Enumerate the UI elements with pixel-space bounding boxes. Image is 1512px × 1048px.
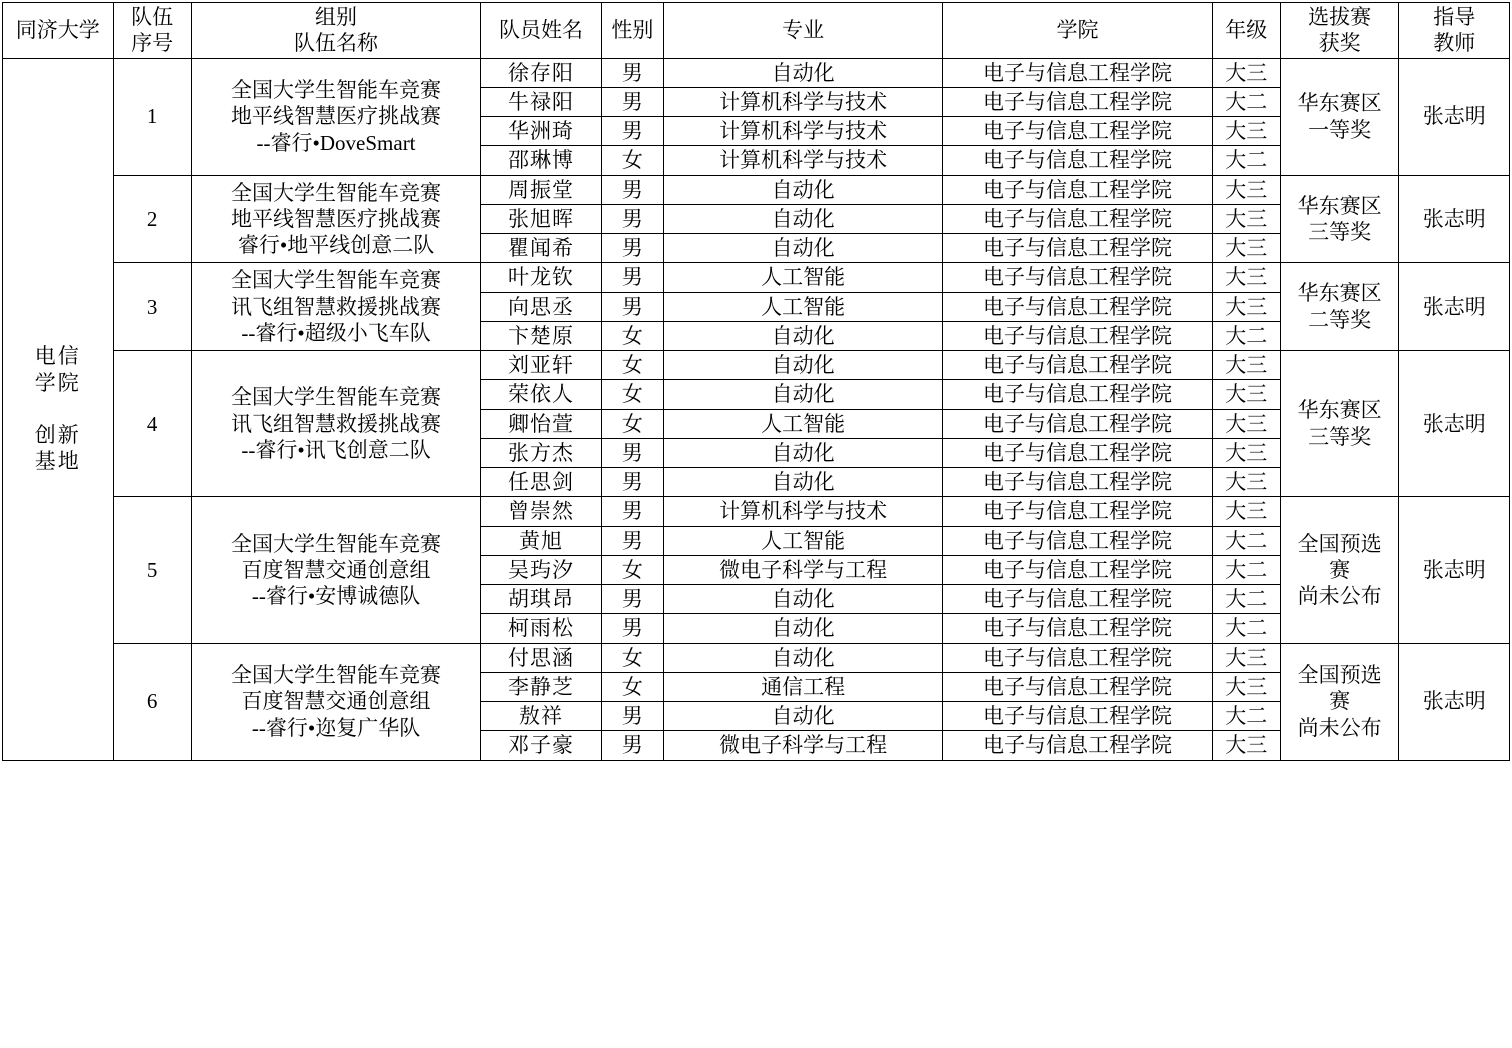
member-gender-cell: 男 [601, 263, 663, 292]
member-major-cell: 计算机科学与技术 [664, 87, 943, 116]
member-name-cell: 向思丞 [481, 292, 602, 321]
award-cell [1280, 58, 1399, 175]
member-major-cell: 自动化 [664, 585, 943, 614]
table-row [3, 497, 1510, 526]
award-line: 三等奖 [1308, 219, 1372, 244]
member-grade-cell: 大二 [1212, 321, 1280, 350]
header-gender: 性别 [601, 3, 663, 59]
member-gender-cell: 男 [601, 585, 663, 614]
member-grade-cell: 大三 [1212, 351, 1280, 380]
header-seq [113, 3, 191, 59]
member-college-cell: 电子与信息工程学院 [943, 614, 1212, 643]
member-gender-cell: 女 [601, 351, 663, 380]
team-seq-cell: 4 [113, 351, 191, 497]
member-college-cell: 电子与信息工程学院 [943, 702, 1212, 731]
member-college-cell: 电子与信息工程学院 [943, 58, 1212, 87]
header-award-line1: 选拔赛 [1308, 5, 1372, 29]
member-college-cell: 电子与信息工程学院 [943, 263, 1212, 292]
member-major-cell: 通信工程 [664, 672, 943, 701]
team-name-line: 睿行•地平线创意二队 [237, 233, 435, 257]
member-grade-cell: 大三 [1212, 204, 1280, 233]
member-gender-cell: 男 [601, 702, 663, 731]
member-grade-cell: 大三 [1212, 497, 1280, 526]
member-major-cell: 自动化 [664, 204, 943, 233]
member-grade-cell: 大三 [1212, 380, 1280, 409]
member-gender-cell: 男 [601, 468, 663, 497]
team-name-line: --睿行•安博诚德队 [251, 584, 421, 608]
member-major-cell: 自动化 [664, 175, 943, 204]
team-name-cell [191, 263, 480, 351]
organization-line: 基地 [34, 449, 81, 474]
member-college-cell: 电子与信息工程学院 [943, 204, 1212, 233]
team-name-line: 全国大学生智能车竞赛 [231, 385, 442, 410]
member-grade-cell: 大三 [1212, 58, 1280, 87]
member-grade-cell: 大二 [1212, 702, 1280, 731]
member-grade-cell: 大三 [1212, 731, 1280, 760]
team-name-cell [191, 175, 480, 263]
team-name-line: --睿行•讯飞创意二队 [241, 437, 431, 462]
header-major: 专业 [664, 3, 943, 59]
award-cell [1280, 643, 1399, 760]
team-name-cell [191, 351, 480, 497]
header-organization: 同济大学 [3, 3, 114, 59]
member-college-cell: 电子与信息工程学院 [943, 731, 1212, 760]
table-row [3, 351, 1510, 380]
member-college-cell: 电子与信息工程学院 [943, 87, 1212, 116]
member-college-cell: 电子与信息工程学院 [943, 468, 1212, 497]
header-teacher [1399, 3, 1510, 59]
member-name-cell: 牛禄阳 [481, 87, 602, 116]
team-name-cell [191, 497, 480, 643]
award-line: 尚未公布 [1297, 715, 1382, 740]
member-grade-cell: 大二 [1212, 146, 1280, 175]
member-name-cell: 华洲琦 [481, 117, 602, 146]
member-grade-cell: 大二 [1212, 555, 1280, 584]
member-grade-cell: 大三 [1212, 468, 1280, 497]
member-college-cell: 电子与信息工程学院 [943, 555, 1212, 584]
member-grade-cell: 大三 [1212, 117, 1280, 146]
award-line: 赛 [1329, 689, 1351, 714]
table-header [3, 3, 1510, 59]
member-gender-cell: 女 [601, 672, 663, 701]
organization-spacer [5, 396, 111, 422]
team-name-line: 百度智慧交通创意组 [241, 557, 431, 582]
teacher-cell: 张志明 [1399, 497, 1510, 643]
member-grade-cell: 大二 [1212, 585, 1280, 614]
member-name-cell: 张旭晖 [481, 204, 602, 233]
header-team-line2: 队伍名称 [294, 31, 379, 56]
header-seq-line1: 队伍 [131, 5, 174, 29]
member-grade-cell: 大三 [1212, 438, 1280, 467]
member-grade-cell: 大三 [1212, 175, 1280, 204]
table-row [3, 58, 1510, 87]
table-row [3, 263, 1510, 292]
team-name-line: 地平线智慧医疗挑战赛 [231, 206, 442, 231]
member-grade-cell: 大三 [1212, 672, 1280, 701]
member-name-cell: 柯雨松 [481, 614, 602, 643]
member-name-cell: 李静芝 [481, 672, 602, 701]
member-name-cell: 卿怡萱 [481, 409, 602, 438]
award-line: 华东赛区 [1297, 193, 1382, 218]
member-name-cell: 邵琳博 [481, 146, 602, 175]
organization-cell [3, 58, 114, 760]
header-team-line1: 组别 [315, 5, 358, 29]
member-gender-cell: 女 [601, 321, 663, 350]
member-name-cell: 卞楚原 [481, 321, 602, 350]
member-gender-cell: 男 [601, 117, 663, 146]
member-grade-cell: 大二 [1212, 87, 1280, 116]
team-seq-cell: 1 [113, 58, 191, 175]
header-college: 学院 [943, 3, 1212, 59]
member-gender-cell: 男 [601, 614, 663, 643]
member-grade-cell: 大三 [1212, 643, 1280, 672]
member-grade-cell: 大三 [1212, 292, 1280, 321]
header-teacher-line2: 教师 [1433, 31, 1476, 56]
award-cell [1280, 175, 1399, 263]
organization-line: 电信 [34, 344, 81, 369]
member-name-cell: 荣依人 [481, 380, 602, 409]
award-line: 二等奖 [1308, 307, 1372, 332]
member-college-cell: 电子与信息工程学院 [943, 409, 1212, 438]
member-gender-cell: 男 [601, 87, 663, 116]
team-name-line: 全国大学生智能车竞赛 [231, 180, 442, 205]
table-body [3, 58, 1510, 760]
member-grade-cell: 大二 [1212, 614, 1280, 643]
team-seq-cell: 5 [113, 497, 191, 643]
member-major-cell: 人工智能 [664, 409, 943, 438]
member-college-cell: 电子与信息工程学院 [943, 438, 1212, 467]
team-roster-table [2, 2, 1510, 761]
award-line: 华东赛区 [1297, 398, 1382, 423]
member-college-cell: 电子与信息工程学院 [943, 175, 1212, 204]
member-major-cell: 自动化 [664, 234, 943, 263]
award-cell [1280, 351, 1399, 497]
member-name-cell: 曾崇然 [481, 497, 602, 526]
award-line: 华东赛区 [1297, 281, 1382, 306]
member-name-cell: 张方杰 [481, 438, 602, 467]
member-major-cell: 自动化 [664, 58, 943, 87]
teacher-cell: 张志明 [1399, 643, 1510, 760]
member-major-cell: 计算机科学与技术 [664, 497, 943, 526]
member-college-cell: 电子与信息工程学院 [943, 234, 1212, 263]
member-college-cell: 电子与信息工程学院 [943, 585, 1212, 614]
award-line: 尚未公布 [1297, 584, 1382, 608]
member-name-cell: 邓子豪 [481, 731, 602, 760]
member-name-cell: 吴玙汐 [481, 555, 602, 584]
member-name-cell: 刘亚轩 [481, 351, 602, 380]
member-name-cell: 叶龙钦 [481, 263, 602, 292]
team-name-line: --睿行•DoveSmart [256, 130, 416, 155]
teacher-cell: 张志明 [1399, 263, 1510, 351]
organization-line: 创新 [34, 423, 81, 448]
header-member-name: 队员姓名 [481, 3, 602, 59]
team-name-line: 全国大学生智能车竞赛 [231, 78, 442, 103]
member-gender-cell: 女 [601, 555, 663, 584]
member-gender-cell: 女 [601, 380, 663, 409]
teacher-cell: 张志明 [1399, 351, 1510, 497]
team-name-line: 全国大学生智能车竞赛 [231, 268, 442, 293]
member-name-cell: 瞿闻希 [481, 234, 602, 263]
member-gender-cell: 男 [601, 438, 663, 467]
member-gender-cell: 男 [601, 292, 663, 321]
member-college-cell: 电子与信息工程学院 [943, 526, 1212, 555]
table-row [3, 643, 1510, 672]
teacher-cell: 张志明 [1399, 175, 1510, 263]
member-college-cell: 电子与信息工程学院 [943, 117, 1212, 146]
header-award [1280, 3, 1399, 59]
team-seq-cell: 2 [113, 175, 191, 263]
member-name-cell: 黄旭 [481, 526, 602, 555]
member-gender-cell: 男 [601, 526, 663, 555]
member-gender-cell: 男 [601, 175, 663, 204]
header-teacher-line1: 指导 [1433, 5, 1476, 29]
member-name-cell: 徐存阳 [481, 58, 602, 87]
team-name-line: --睿行•迩复广华队 [251, 715, 421, 740]
award-line: 赛 [1329, 557, 1351, 582]
award-line: 一等奖 [1308, 117, 1372, 142]
award-line: 全国预选 [1297, 663, 1382, 688]
team-name-line: --睿行•超级小飞车队 [241, 320, 431, 345]
member-college-cell: 电子与信息工程学院 [943, 672, 1212, 701]
member-college-cell: 电子与信息工程学院 [943, 292, 1212, 321]
member-college-cell: 电子与信息工程学院 [943, 380, 1212, 409]
team-name-line: 全国大学生智能车竞赛 [231, 531, 442, 556]
member-college-cell: 电子与信息工程学院 [943, 643, 1212, 672]
table-row [3, 175, 1510, 204]
member-grade-cell: 大三 [1212, 234, 1280, 263]
team-name-line: 讯飞组智慧救援挑战赛 [231, 411, 442, 436]
member-grade-cell: 大三 [1212, 263, 1280, 292]
member-name-cell: 敖祥 [481, 702, 602, 731]
header-grade: 年级 [1212, 3, 1280, 59]
member-grade-cell: 大二 [1212, 526, 1280, 555]
member-name-cell: 任思剑 [481, 468, 602, 497]
team-seq-cell: 3 [113, 263, 191, 351]
member-grade-cell: 大三 [1212, 409, 1280, 438]
award-cell [1280, 497, 1399, 643]
member-major-cell: 自动化 [664, 321, 943, 350]
team-name-line: 全国大学生智能车竞赛 [231, 663, 442, 688]
member-major-cell: 计算机科学与技术 [664, 117, 943, 146]
member-major-cell: 自动化 [664, 351, 943, 380]
organization-line: 学院 [34, 370, 81, 395]
team-name-cell [191, 643, 480, 760]
member-major-cell: 人工智能 [664, 292, 943, 321]
member-college-cell: 电子与信息工程学院 [943, 351, 1212, 380]
member-gender-cell: 男 [601, 497, 663, 526]
award-line: 三等奖 [1308, 424, 1372, 449]
team-seq-cell: 6 [113, 643, 191, 760]
member-college-cell: 电子与信息工程学院 [943, 146, 1212, 175]
member-major-cell: 微电子科学与工程 [664, 555, 943, 584]
member-name-cell: 付思涵 [481, 643, 602, 672]
member-name-cell: 胡琪昂 [481, 585, 602, 614]
team-name-line: 百度智慧交通创意组 [241, 689, 431, 714]
member-major-cell: 微电子科学与工程 [664, 731, 943, 760]
member-gender-cell: 男 [601, 234, 663, 263]
team-name-line: 地平线智慧医疗挑战赛 [231, 104, 442, 129]
member-major-cell: 自动化 [664, 702, 943, 731]
member-gender-cell: 女 [601, 643, 663, 672]
header-row [3, 3, 1510, 59]
member-major-cell: 自动化 [664, 643, 943, 672]
teacher-cell: 张志明 [1399, 58, 1510, 175]
team-name-line: 讯飞组智慧救援挑战赛 [231, 294, 442, 319]
member-major-cell: 自动化 [664, 468, 943, 497]
member-major-cell: 计算机科学与技术 [664, 146, 943, 175]
member-gender-cell: 女 [601, 409, 663, 438]
member-major-cell: 自动化 [664, 438, 943, 467]
member-college-cell: 电子与信息工程学院 [943, 321, 1212, 350]
member-major-cell: 人工智能 [664, 526, 943, 555]
member-gender-cell: 男 [601, 58, 663, 87]
member-major-cell: 自动化 [664, 380, 943, 409]
member-college-cell: 电子与信息工程学院 [943, 497, 1212, 526]
team-name-cell [191, 58, 480, 175]
member-gender-cell: 男 [601, 731, 663, 760]
award-line: 全国预选 [1297, 531, 1382, 556]
header-award-line2: 获奖 [1318, 31, 1361, 56]
header-team [191, 3, 480, 59]
member-gender-cell: 女 [601, 146, 663, 175]
award-line: 华东赛区 [1297, 91, 1382, 116]
member-major-cell: 人工智能 [664, 263, 943, 292]
member-major-cell: 自动化 [664, 614, 943, 643]
header-seq-line2: 序号 [131, 31, 174, 56]
member-name-cell: 周振堂 [481, 175, 602, 204]
award-cell [1280, 263, 1399, 351]
member-gender-cell: 男 [601, 204, 663, 233]
